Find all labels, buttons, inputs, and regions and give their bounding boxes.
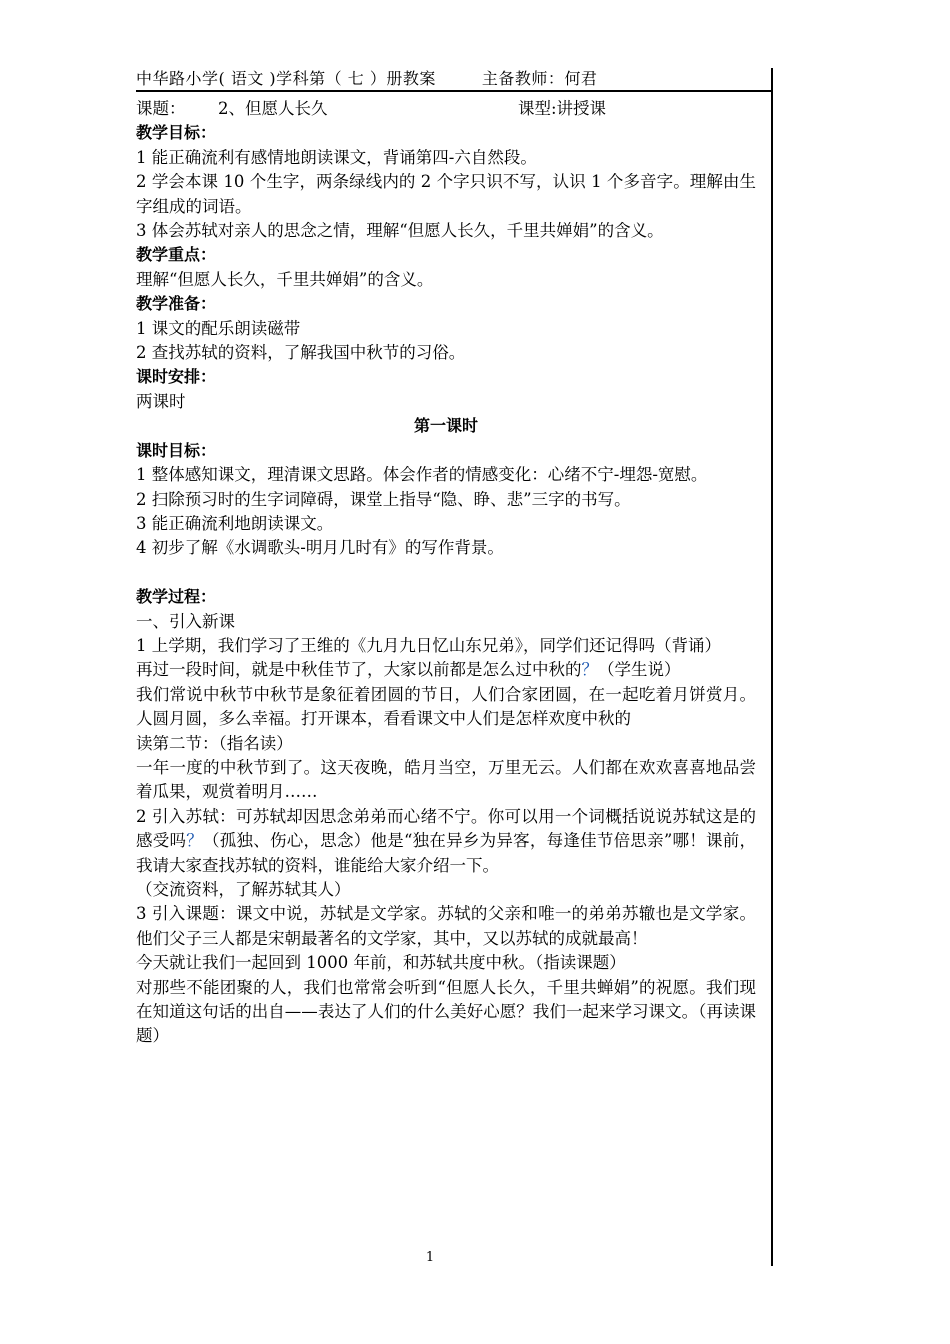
process-heading: 教学过程： (136, 587, 217, 607)
process-paragraph: 读第二节：（指名读） (136, 733, 293, 753)
question-mark: ？ (186, 831, 203, 851)
schedule-text: 两课时 (136, 391, 186, 411)
period-goal-item: 4 初步了解《水调歌头-明月几时有》的写作背景。 (136, 538, 504, 558)
question-mark: ？ (581, 660, 598, 680)
lesson-plan-body (136, 97, 756, 1049)
process-text: （孤独、伤心，思念）他是“独在异乡为异客，每逢佳节倍思亲”哪！课前，我请大家查找苏轼的资料，谁能给大家介绍一下。 (136, 831, 757, 875)
prep-item: 2 查找苏轼的资料，了解我国中秋节的习俗。 (136, 343, 466, 363)
header-rule (136, 90, 772, 92)
period-title: 第一课时 (413, 416, 478, 436)
header-teacher: 主备教师：何君 (481, 69, 598, 88)
page-header (136, 66, 597, 89)
blank-line (136, 561, 756, 585)
process-text: 2 引入苏轼：可苏轼却因思念弟弟而心绪不宁。你可以用一个词概括说说苏轼这是的感受吗 (136, 806, 756, 851)
page-number: 1 (425, 1250, 435, 1265)
process-paragraph (136, 805, 756, 878)
period-goal-item: 3 能正确流利地朗读课文。 (136, 513, 334, 533)
process-paragraph: 我们常说中秋节中秋节是象征着团圆的节日，人们合家团圆，在一起吃着月饼赏月。人圆月圆，多么幸福。打开课本，看看课文中人们是怎样欢度中秋的 (136, 684, 756, 729)
process-paragraph (136, 658, 756, 682)
key-points-heading: 教学重点： (136, 245, 217, 265)
process-paragraph: 一年一度的中秋节到了。这天夜晚，皓月当空，万里无云。人们都在欢欢喜喜地品尝着瓜果，观赏着明月…… (136, 757, 756, 802)
goal-item: 2 学会本课 10 个生字，两条绿线内的 2 个字只识不写，认识 1 个多音字。理解由生字组成的词语。 (136, 172, 756, 216)
process-subheading: 一、引入新课 (136, 611, 235, 631)
process-paragraph: 3 引入课题：课文中说，苏轼是文学家。苏轼的父亲和唯一的弟弟苏辙也是文学家。他们父子三人都是宋朝最著名的文学家，其中，又以苏轼的成就最高！ (136, 904, 756, 948)
lesson-info-row (136, 97, 756, 121)
goal-item: 3 体会苏轼对亲人的思念之情，理解“但愿人长久，千里共婵娟”的含义。 (136, 221, 664, 241)
key-points-text: 理解“但愿人长久，千里共婵娟”的含义。 (136, 269, 434, 289)
process-paragraph: 今天就让我们一起回到 1000 年前，和苏轼共度中秋。（指读课题） (136, 953, 626, 973)
prep-heading: 教学准备： (136, 294, 217, 314)
period-goal-item: 2 扫除预习时的生字词障碍，课堂上指导“隐、睁、悲”三字的书写。 (136, 489, 631, 509)
process-paragraph: 对那些不能团聚的人，我们也常常会听到“但愿人长久，千里共蝉娟”的祝愿。我们现在知道这句话的出自——表达了人们的什么美好心愿？我们一起来学习课文。（再读课题） (136, 977, 756, 1046)
goal-item: 1 能正确流利有感情地朗读课文，背诵第四-六自然段。 (136, 147, 537, 167)
header-school-subject: 中华路小学( 语文 )学科第（ 七 ）册教案 (136, 69, 436, 88)
period-goal-item: 1 整体感知课文，理清课文思路。体会作者的情感变化：心绪不宁-埋怨-宽慰。 (136, 465, 708, 485)
process-text: 再过一段时间，就是中秋佳节了，大家以前都是怎么过中秋的 (136, 660, 582, 680)
topic-label: 课题： (136, 99, 186, 118)
lesson-topic: 2、但愿人长久 (218, 99, 328, 118)
prep-item: 1 课文的配乐朗读磁带 (136, 318, 301, 338)
process-paragraph: 1 上学期，我们学习了王维的《九月九日忆山东兄弟》，同学们还记得吗（背诵） (136, 635, 721, 655)
goals-heading: 教学目标： (136, 123, 217, 143)
schedule-heading: 课时安排： (136, 367, 217, 387)
process-text: （学生说） (598, 660, 681, 680)
process-paragraph: （交流资料，了解苏轼其人） (136, 879, 351, 899)
right-margin-rule (771, 68, 773, 1266)
lesson-type: 课型:讲授课 (518, 99, 607, 118)
period-goals-heading: 课时目标： (136, 440, 217, 460)
